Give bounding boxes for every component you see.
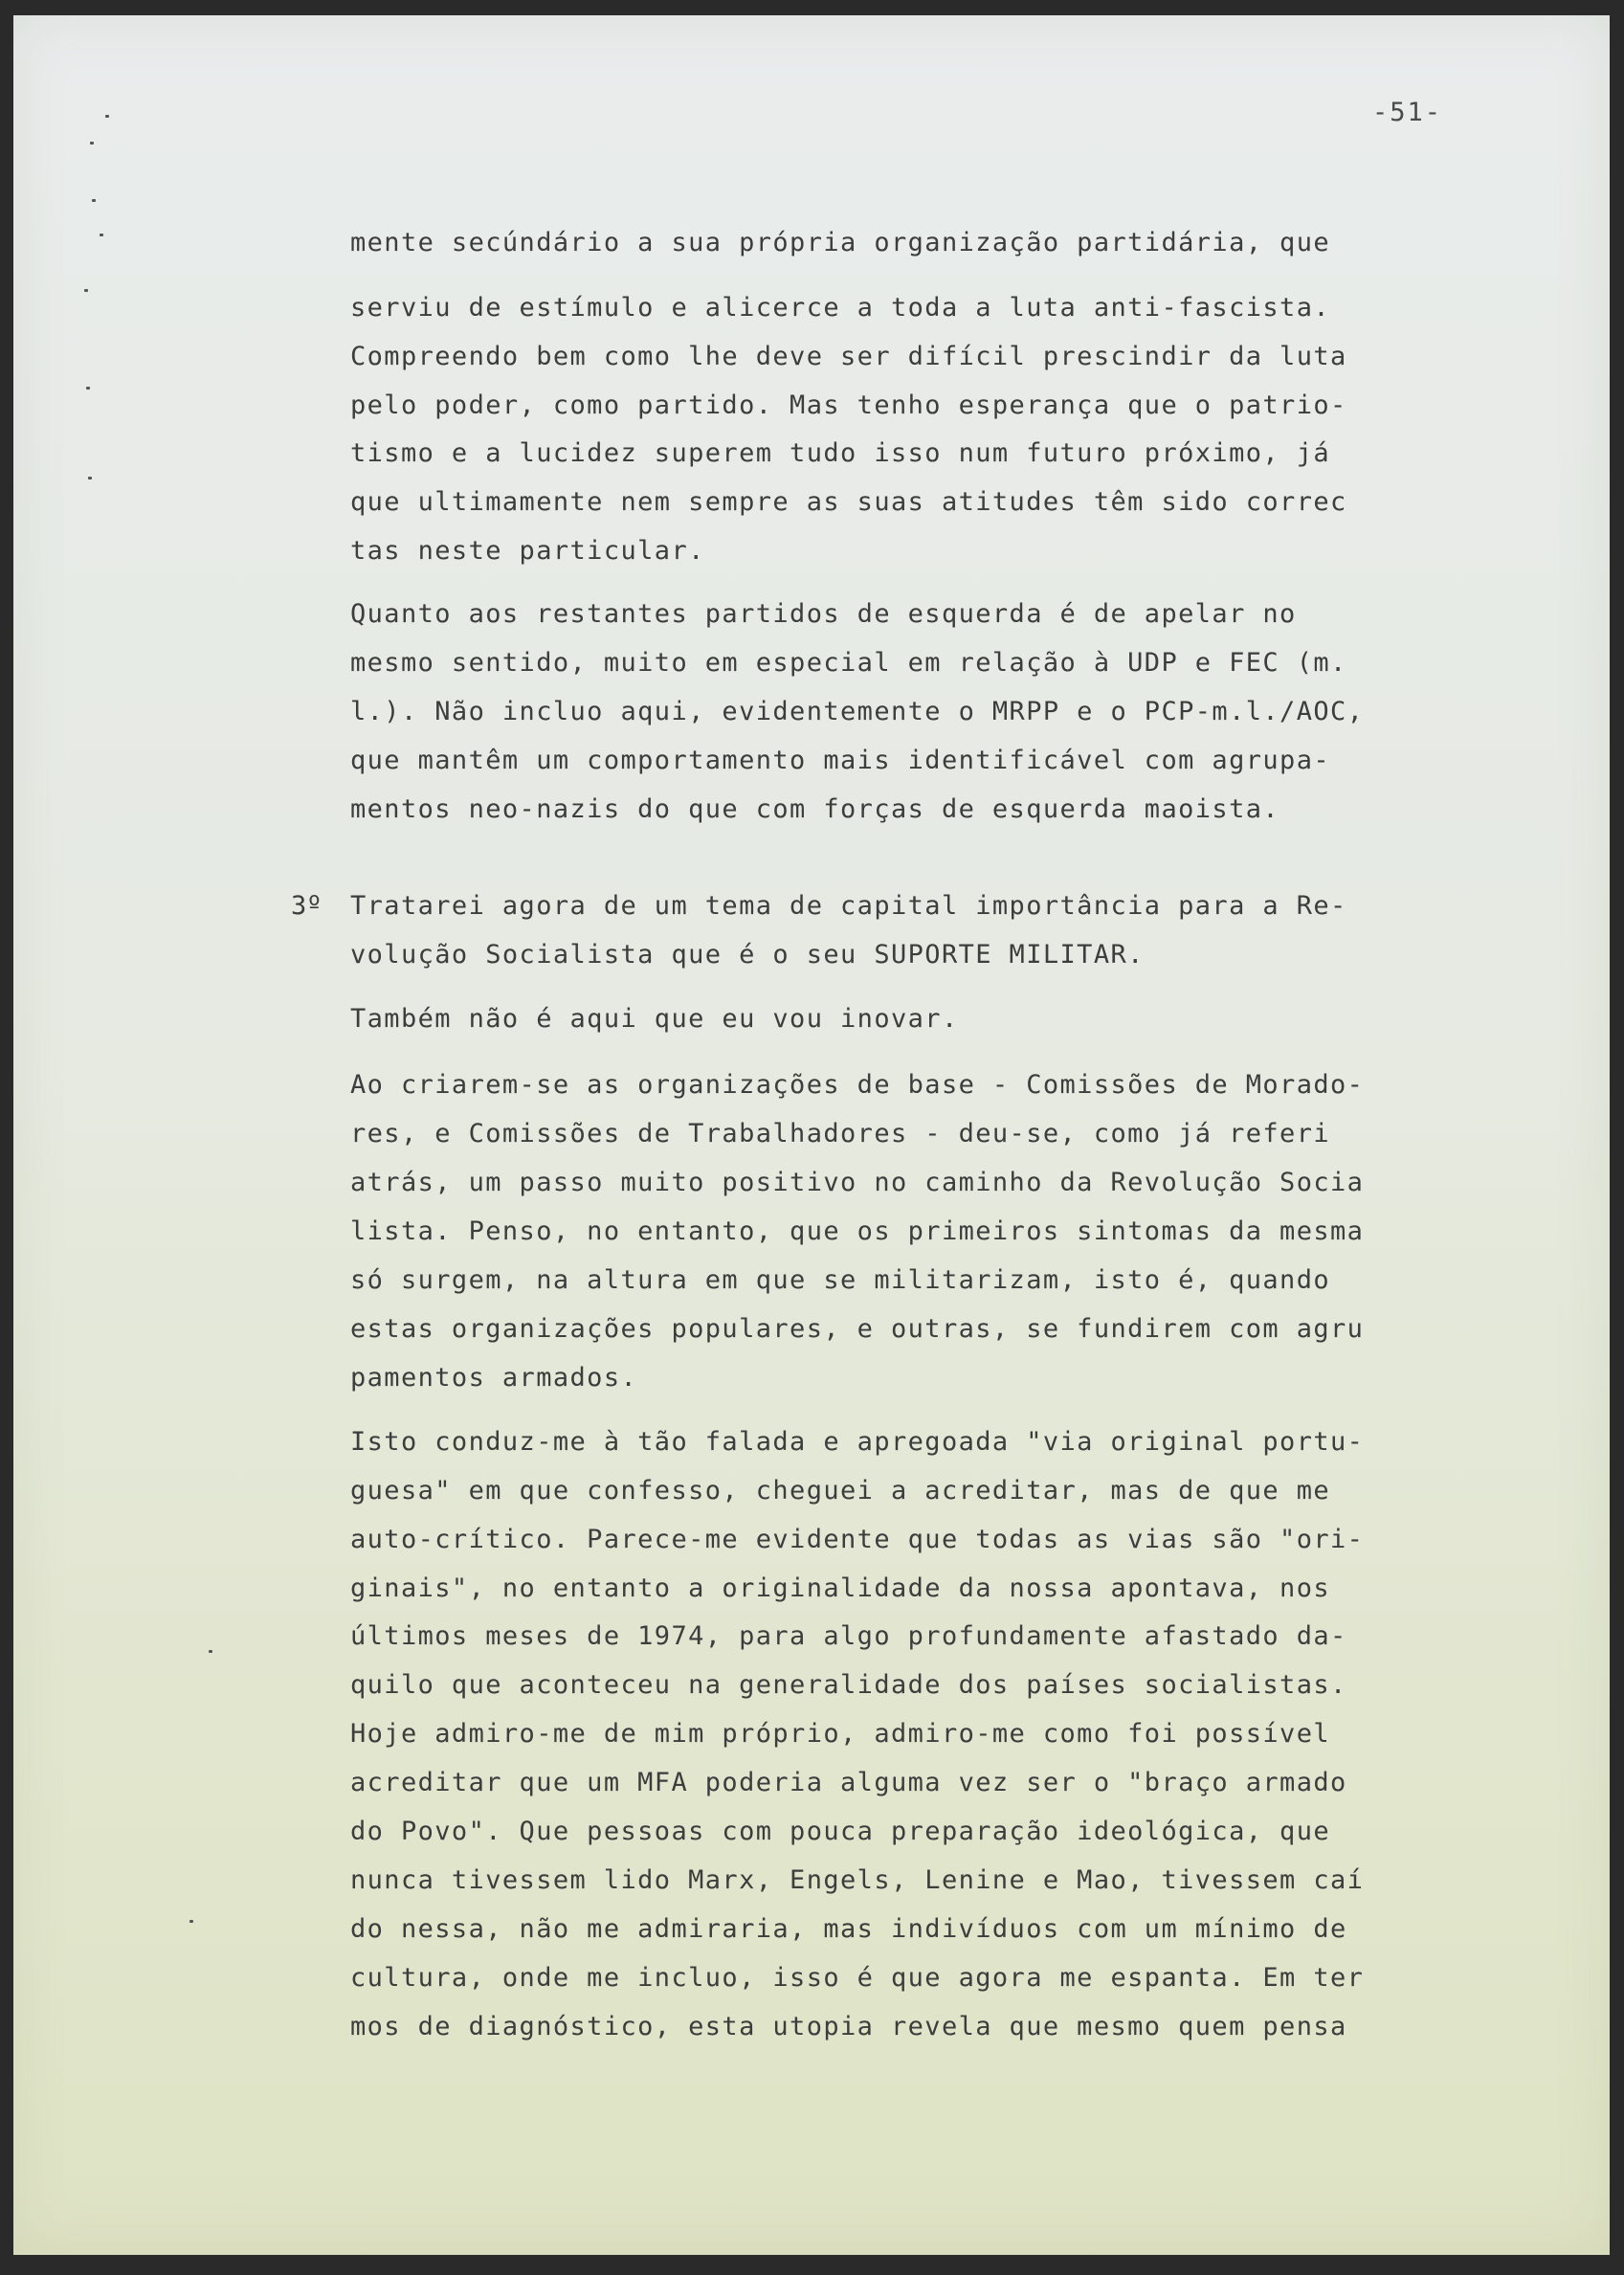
text-line: que mantêm um comportamento mais identificável com agrupa- — [350, 746, 1331, 775]
scan-speck — [88, 477, 92, 480]
scan-speck — [92, 199, 96, 202]
text-line: guesa" em que confesso, cheguei a acreditar, mas de que me — [350, 1476, 1331, 1506]
section-marker: 3º — [291, 891, 323, 921]
text-line: Também não é aqui que eu vou inovar. — [350, 1004, 959, 1034]
scan-speck — [189, 1920, 193, 1923]
text-line: que ultimamente nem sempre as suas atitudes têm sido correc — [350, 487, 1347, 517]
page-number: -51- — [1372, 98, 1443, 127]
text-line: só surgem, na altura em que se militarizam, isto é, quando — [350, 1265, 1331, 1295]
scan-speck — [105, 115, 109, 118]
text-line: do nessa, não me admiraria, mas indivíduos com um mínimo de — [350, 1914, 1347, 1944]
text-line: atrás, um passo muito positivo no caminho da Revolução Socia — [350, 1168, 1365, 1197]
text-line: pamentos armados. — [350, 1363, 638, 1393]
text-line: ginais", no entanto a originalidade da nossa apontava, nos — [350, 1573, 1331, 1603]
scan-speck — [100, 234, 103, 236]
text-line: serviu de estímulo e alicerce a toda a luta anti-fascista. — [350, 293, 1331, 323]
text-line: Isto conduz-me à tão falada e apregoada "via original portu- — [350, 1427, 1365, 1457]
text-line: mente secúndário a sua própria organização partidária, que — [350, 228, 1331, 257]
text-line: últimos meses de 1974, para algo profundamente afastado da- — [350, 1621, 1347, 1651]
scan-speck — [86, 387, 90, 390]
text-line: tismo e a lucidez superem tudo isso num futuro próximo, já — [350, 438, 1331, 468]
text-line: tas neste particular. — [350, 536, 705, 566]
scan-speck — [209, 1650, 212, 1653]
text-line: lista. Penso, no entanto, que os primeiros sintomas da mesma — [350, 1216, 1365, 1246]
text-line: mos de diagnóstico, esta utopia revela que mesmo quem pensa — [350, 2012, 1347, 2041]
text-line: nunca tivessem lido Marx, Engels, Lenine e Mao, tivessem caí — [350, 1865, 1365, 1895]
text-line: l.). Não incluo aqui, evidentemente o MRPP e o PCP-m.l./AOC, — [350, 697, 1365, 726]
document-page — [13, 15, 1610, 2255]
scan-speck — [90, 142, 94, 145]
text-line: res, e Comissões de Trabalhadores - deu-se, como já referi — [350, 1119, 1331, 1149]
text-line: mesmo sentido, muito em especial em relação à UDP e FEC (m. — [350, 648, 1347, 678]
text-line: cultura, onde me incluo, isso é que agora me espanta. Em ter — [350, 1963, 1365, 1993]
text-line: Ao criarem-se as organizações de base - Comissões de Morado- — [350, 1070, 1365, 1100]
scan-speck — [84, 289, 88, 292]
text-line: estas organizações populares, e outras, se fundirem com agru — [350, 1314, 1365, 1344]
text-line: pelo poder, como partido. Mas tenho esperança que o patrio- — [350, 390, 1347, 420]
text-line: acreditar que um MFA poderia alguma vez ser o "braço armado — [350, 1768, 1347, 1797]
text-line: quilo que aconteceu na generalidade dos países socialistas. — [350, 1670, 1347, 1700]
text-line: mentos neo-nazis do que com forças de esquerda maoista. — [350, 794, 1280, 824]
text-line: Hoje admiro-me de mim próprio, admiro-me como foi possível — [350, 1719, 1331, 1749]
text-line: Compreendo bem como lhe deve ser difícil prescindir da luta — [350, 342, 1347, 371]
text-line: Quanto aos restantes partidos de esquerda é de apelar no — [350, 599, 1297, 629]
text-line: Tratarei agora de um tema de capital importância para a Re- — [350, 891, 1347, 921]
text-line: auto-crítico. Parece-me evidente que todas as vias são "ori- — [350, 1525, 1365, 1554]
text-line: volução Socialista que é o seu SUPORTE MILITAR. — [350, 940, 1145, 970]
text-line: do Povo". Que pessoas com pouca preparação ideológica, que — [350, 1817, 1331, 1846]
